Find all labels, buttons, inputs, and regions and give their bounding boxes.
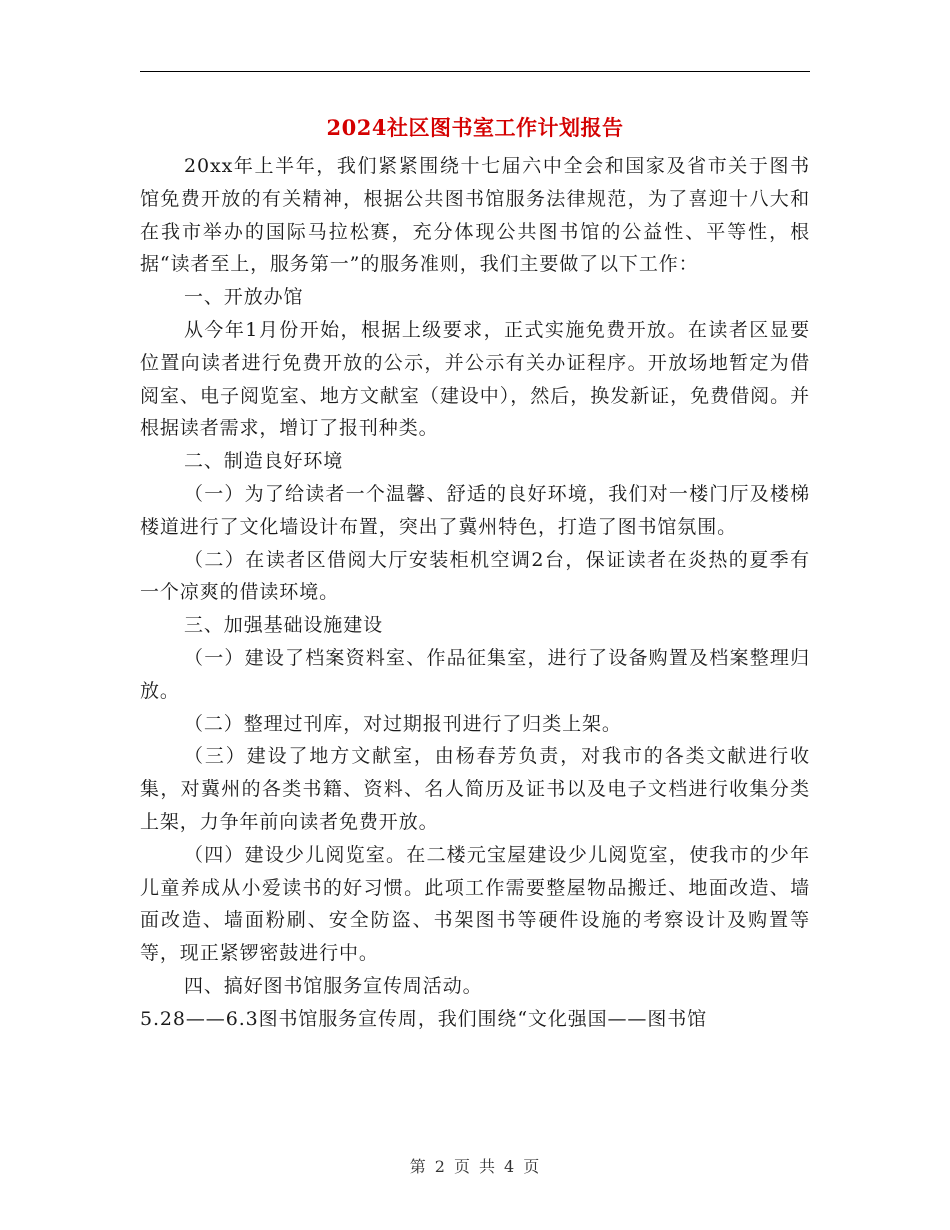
footer-di: 第 — [409, 1157, 427, 1176]
footer-ye: 页 — [453, 1157, 471, 1176]
heading-section-3: 三、加强基础设施建设 — [184, 614, 384, 637]
document-title: 2024社区图书室工作计划报告 — [326, 115, 624, 140]
footer-page-number: 2 — [434, 1157, 446, 1176]
paragraph-intro: 20xx年上半年，我们紧紧围绕十七届六中全会和国家及省市关于图书馆免费开放的有关精神，根据公共图书馆服务法律规范，为了喜迎十八大和在我市举办的国际马拉松赛，充分体现公共图书馆的公益性、平等性，根据“读者至上，服务第一”的服务准则，我们主要做了以下工作： — [140, 155, 810, 276]
heading-section-1: 一、开放办馆 — [184, 286, 304, 309]
paragraph-section-4: 5.28——6.3图书馆服务宣传周，我们围绕“文化强国——图书馆 — [140, 1007, 708, 1030]
heading-section-2: 二、制造良好环境 — [184, 450, 344, 473]
footer-total-pages: 4 — [504, 1157, 516, 1176]
paragraph-section-2-item-1: （一）为了给读者一个温馨、舒适的良好环境，我们对一楼门厅及楼梯楼道进行了文化墙设计布置，突出了冀州特色，打造了图书馆氛围。 — [140, 482, 810, 538]
footer-gong: 共 — [479, 1157, 497, 1176]
heading-section-4: 四、搞好图书馆服务宣传周活动。 — [184, 974, 483, 997]
page-footer — [0, 1154, 950, 1177]
paragraph-section-3-item-1: （一）建设了档案资料室、作品征集室，进行了设备购置及档案整理归放。 — [140, 646, 810, 702]
header-rule — [140, 71, 810, 72]
paragraph-section-3-item-3: （三）建设了地方文献室，由杨春芳负责，对我市的各类文献进行收集，对冀州的各类书籍、资料、名人简历及证书以及电子文档进行收集分类上架，力争年前向读者免费开放。 — [140, 745, 810, 833]
paragraph-section-3-item-2: （二）整理过刊库，对过期报刊进行了归类上架。 — [184, 712, 622, 735]
document-body — [140, 150, 810, 1036]
paragraph-section-1: 从今年1月份开始，根据上级要求，正式实施免费开放。在读者区显要位置向读者进行免费开放的公示，并公示有关办证程序。开放场地暂定为借阅室、电子阅览室、地方文献室（建设中），然后，换发新证，免费借阅。并根据读者需求，增订了报刊种类。 — [140, 318, 810, 440]
paragraph-section-2-item-2: （二）在读者区借阅大厅安装柜机空调2台，保证读者在炎热的夏季有一个凉爽的借读环境。 — [140, 548, 810, 604]
paragraph-section-3-item-4: （四）建设少儿阅览室。在二楼元宝屋建设少儿阅览室，使我市的少年儿童养成从小爱读书的好习惯。此项工作需要整屋物品搬迁、地面改造、墙面改造、墙面粉刷、安全防盗、书架图书等硬件设施的考察设计及购置等等，现正紧锣密鼓进行中。 — [140, 843, 810, 965]
footer-ye2: 页 — [523, 1157, 541, 1176]
